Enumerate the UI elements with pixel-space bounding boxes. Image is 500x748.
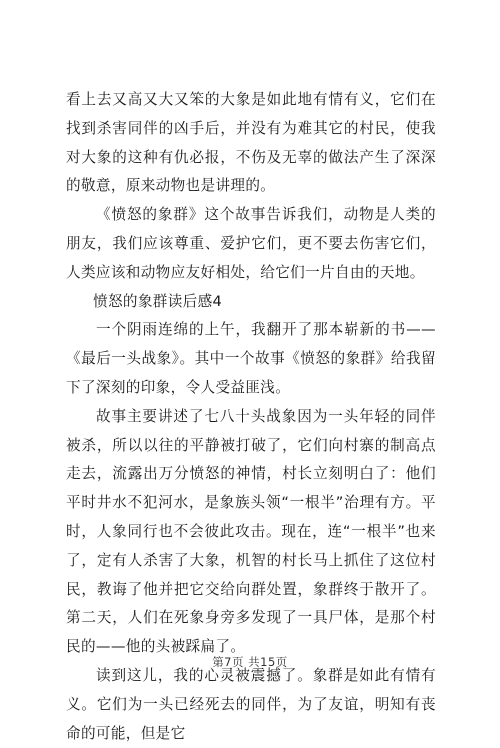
- paragraph-story-summary: 故事主要讲述了七八十头战象因为一头年轻的同伴被杀，所以以往的平静被打破了，它们向村寨的制高点走去，流露出万分愤怒的神情，村长立刻明白了：他们平时井水不犯河水，是象族头领“一根半”治理有方。平时，人象同行也不会彼此攻击。现在，连“一根半”也来了，定有人杀害了大象，机智的村长马上抓住了这位村民，教诲了他并把它交给向群处置，象群终于散开了。第二天，人们在死象身旁多发现了一具尸体，是那个村民的——他的头被踩扁了。: [66, 407, 436, 656]
- paragraph-continuation: 看上去又高又大又笨的大象是如此地有情有义，它们在找到杀害同伴的凶手后，并没有为难其它的村民，使我对大象的这种有仇必报，不伤及无辜的做法产生了深深的敬意，原来动物也是讲理的。: [66, 91, 436, 195]
- document-body: [66, 86, 436, 748]
- paragraph-lesson: 《愤怒的象群》这个故事告诉我们，动物是人类的朋友，我们应该尊重、爱护它们，更不要去伤害它们，人类应该和动物应友好相处，给它们一片自由的天地。: [66, 206, 436, 281]
- page-number-footer: 第7页 共15页: [212, 655, 288, 669]
- paragraph-reflection: 读到这儿，我的心灵被震撼了。象群是如此有情有义。它们为一头已经死去的同伴，为了友谊，明知有丧命的可能，但是它: [66, 666, 436, 742]
- paragraph-intro: 一个阴雨连绵的上午，我翻开了那本崭新的书——《最后一头战象》。其中一个故事《愤怒的象群》给我留下了深刻的印象，令人受益匪浅。: [66, 321, 436, 396]
- section-heading: 愤怒的象群读后感4: [93, 292, 223, 310]
